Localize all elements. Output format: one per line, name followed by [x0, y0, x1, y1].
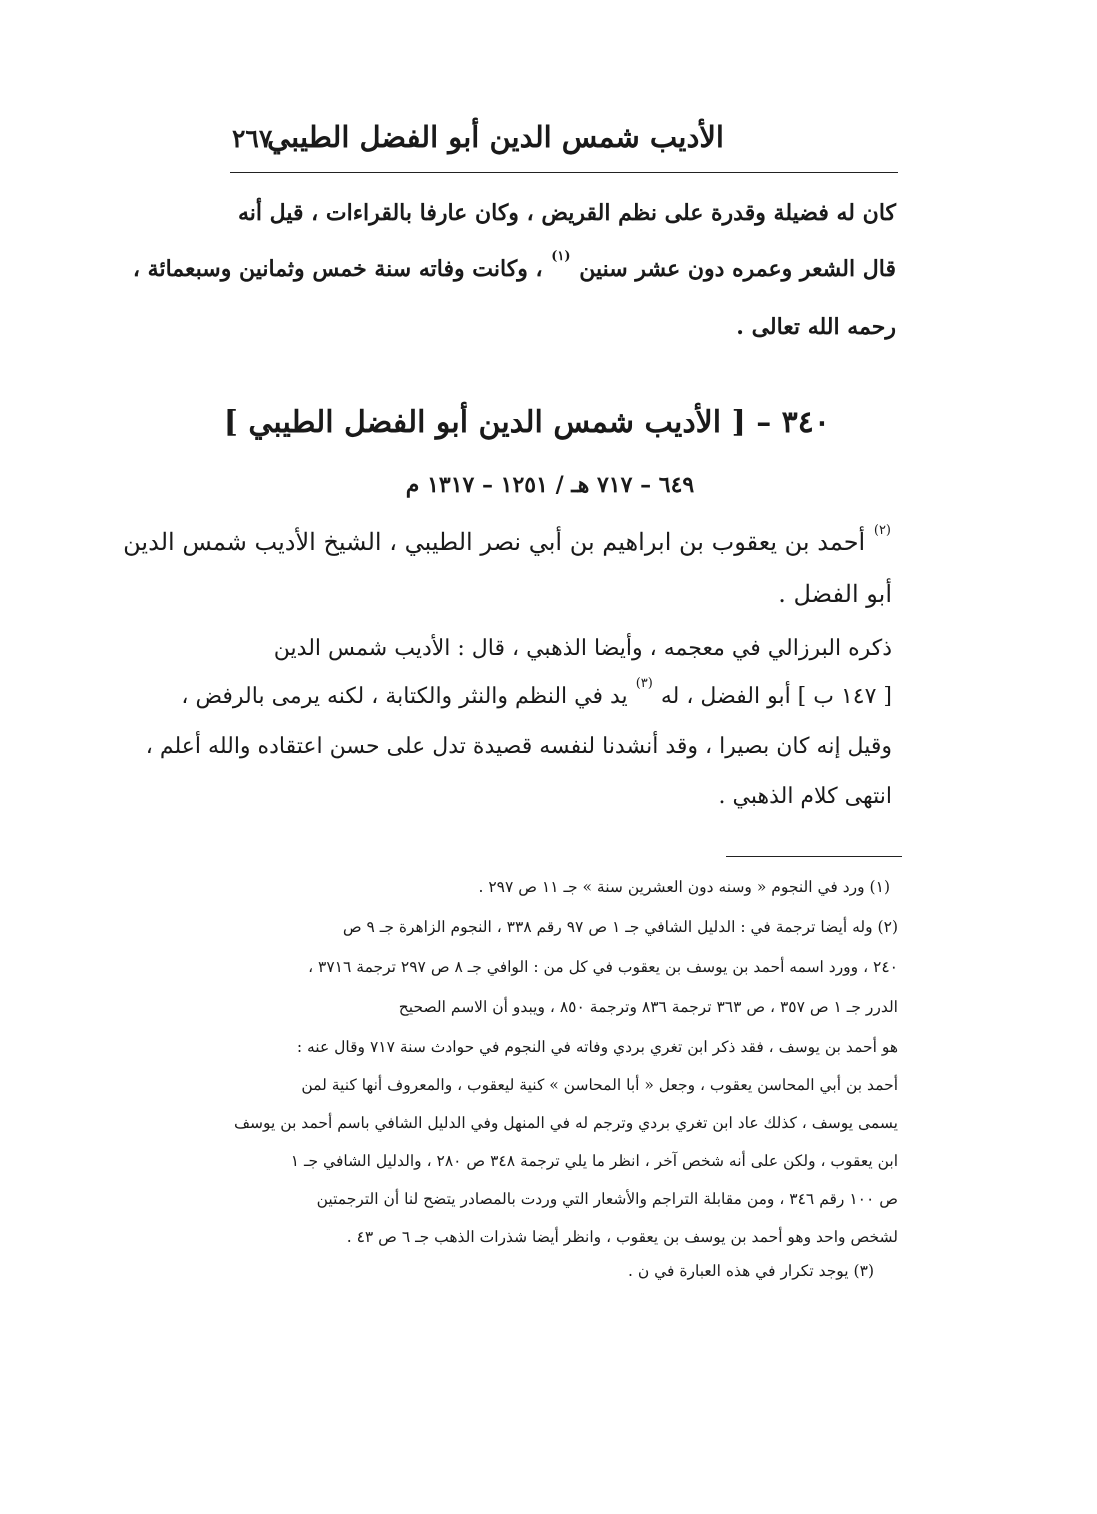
entry-heading: ٣٤٠ – [ الأديب شمس الدين أبو الفضل الطيبي ]	[223, 405, 830, 440]
footnote-marker: (١)	[551, 249, 571, 264]
footnote-marker: (٢)	[873, 523, 891, 538]
running-header-title: الأديب شمس الدين أبو الفضل الطيبي	[267, 120, 724, 154]
text-line: أبو الفضل .	[778, 580, 892, 608]
running-header	[232, 112, 894, 174]
footnote-2-line: هو أحمد بن يوسف ، فقد ذكر ابن تغري بردي وفاته في النجوم في حوادث سنة ٧١٧ وقال عنه :	[296, 1038, 898, 1056]
text-segment: [ ١٤٧ ب ] أبو الفضل ، له	[660, 684, 892, 709]
text-segment: بن يعقوب بن ابراهيم بن أبي نصر الطيبي ، الشيخ الأديب شمس الدين	[123, 528, 810, 556]
footnote-divider	[726, 856, 902, 857]
footnote-2-line: الدرر جـ ١ ص ٣٥٧ ، ص ٣٦٣ ترجمة ٨٣٦ وترجمة ٨٥٠ ، ويبدو أن الاسم الصحيح	[398, 998, 898, 1016]
footnote-2-line: (٢) وله أيضا ترجمة في : الدليل الشافي جـ ١ ص ٩٧ رقم ٣٣٨ ، النجوم الزاهرة جـ ٩ ص	[342, 918, 898, 936]
person-name: أحمد	[817, 528, 866, 556]
text-line	[181, 676, 892, 709]
text-line: ذكره البرزالي في معجمه ، وأيضا الذهبي ، قال : الأديب شمس الدين	[273, 636, 892, 661]
footnote-2-line: ابن يعقوب ، ولكن على أنه شخص آخر ، انظر ما يلي ترجمة ٣٤٨ ص ٢٨٠ ، والدليل الشافي جـ ١	[290, 1152, 898, 1170]
footnote-2-line: ٢٤٠ ، وورد اسمه أحمد بن يوسف بن يعقوب في كل من : الوافي جـ ٨ ص ٢٩٧ ترجمة ٣٧١٦ ،	[308, 958, 898, 976]
text-line: وقيل إنه كان بصيرا ، وقد أنشدنا لنفسه قصيدة تدل على حسن اعتقاده والله أعلم ،	[145, 734, 892, 759]
page-number: ٢٦٧	[232, 124, 273, 153]
text-line	[132, 249, 896, 282]
footnote-2-line: يسمى يوسف ، كذلك عاد ابن تغري بردي وترجم له في المنهل وفي الدليل الشافي باسم أحمد بن يوسف	[233, 1114, 898, 1132]
footnote-marker: (٣)	[635, 676, 653, 691]
footnotes	[234, 878, 898, 1318]
entry-dates: ٦٤٩ – ٧١٧ هـ / ١٢٥١ – ١٣١٧ م	[405, 472, 695, 498]
footnote-3: (٣) يوجد تكرار في هذه العبارة في ن .	[627, 1262, 874, 1280]
text-line: انتهى كلام الذهبي .	[718, 784, 892, 809]
footnote-2-line: ص ١٠٠ رقم ٣٤٦ ، ومن مقابلة التراجم والأشعار التي وردت بالمصادر يتضح لنا أن الترجمتين	[316, 1190, 898, 1208]
biography-paragraph	[123, 523, 892, 628]
text-line: كان له فضيلة وقدرة على نظم القريض ، وكان عارفا بالقراءات ، قيل أنه	[237, 200, 896, 226]
intro-paragraph	[132, 200, 896, 375]
footnote-2-line: لشخص واحد وهو أحمد بن يوسف بن يعقوب ، وانظر أيضا شذرات الذهب جـ ٦ ص ٤٣ .	[346, 1228, 898, 1246]
text-segment: قال الشعر وعمره دون عشر سنين	[579, 256, 896, 282]
text-line	[123, 523, 892, 556]
text-segment: ، وكانت وفاته سنة خمس وثمانين وسبعمائة ،	[132, 256, 543, 282]
quotation-paragraph	[145, 636, 892, 836]
header-divider	[230, 172, 898, 173]
footnote-2-line: أحمد بن أبي المحاسن يعقوب ، وجعل « أبا المحاسن » كنية ليعقوب ، والمعروف أنها كنية لمن	[301, 1076, 898, 1094]
footnote-1: (١) ورد في النجوم « وسنه دون العشرين سنة » جـ ١١ ص ٢٩٧ .	[478, 878, 890, 896]
text-segment: يد في النظم والنثر والكتابة ، لكنه يرمى بالرفض ،	[181, 684, 628, 709]
text-line: رحمه الله تعالى .	[736, 314, 896, 340]
